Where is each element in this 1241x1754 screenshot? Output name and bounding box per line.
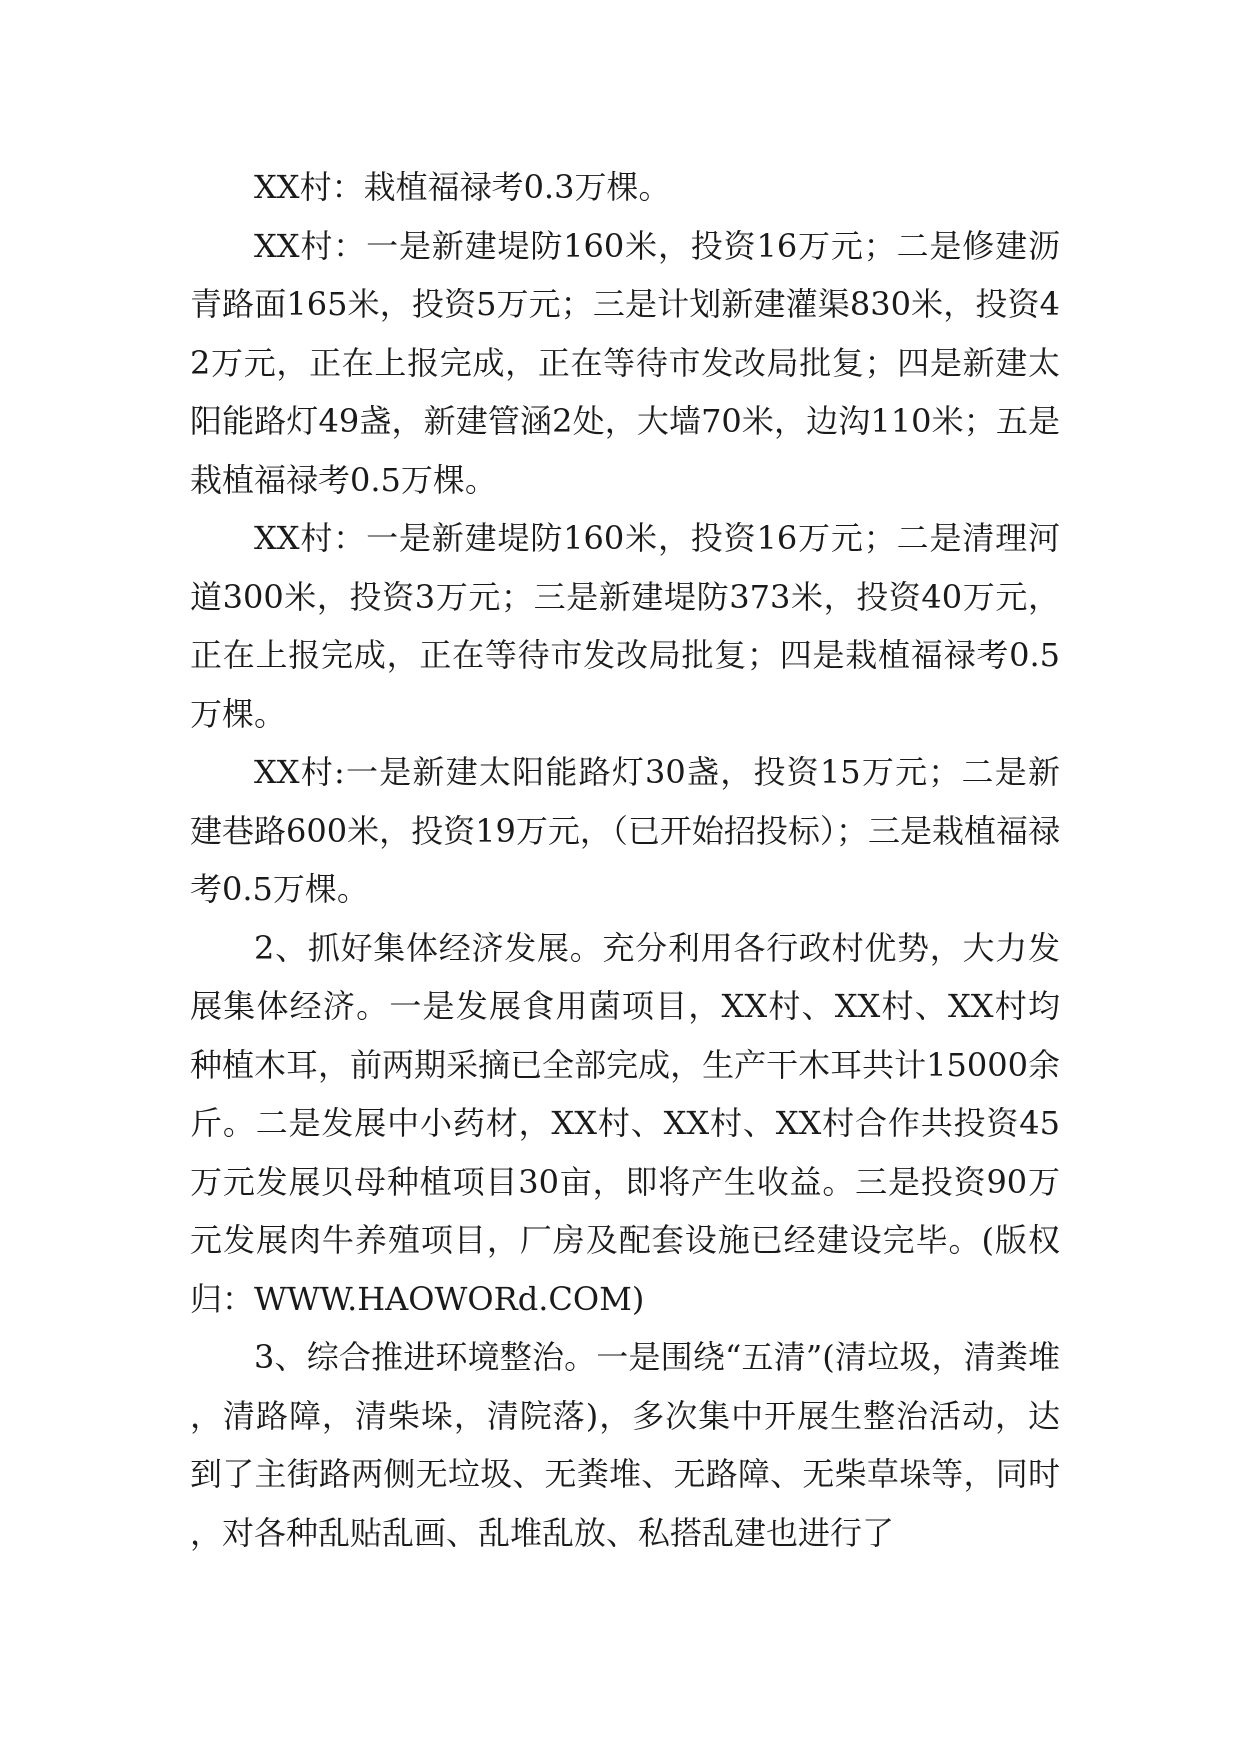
paragraph-collective-economy: 2、抓好集体经济发展。充分利用各行政村优势，大力发展集体经济。一是发展食用菌项目，XX村、XX村、XX村均种植木耳，前两期采摘已全部完成，生产干木耳共计15000余斤。二是发展中小药材，XX村、XX村、XX村合作共投资45万元发展贝母种植项目30亩，即将产生收益。三是投资90万元发展肉牛养殖项目，厂房及配套设施已经建设完毕。(版权归：WWW.HAOWORd.COM) bbox=[190, 928, 1060, 1318]
paragraph-village-1: XX村：栽植福禄考0.3万棵。 bbox=[254, 168, 671, 206]
paragraph-village-4: XX村:一是新建太阳能路灯30盏，投资15万元；二是新建巷路600米，投资19万元，（已开始招投标）；三是栽植福禄考0.5万棵。 bbox=[190, 753, 1060, 908]
paragraph-village-3: XX村：一是新建堤防160米，投资16万元；二是清理河道300米，投资3万元；三是新建堤防373米，投资40万元，正在上报完成，正在等待市发改局批复；四是栽植福禄考0.5万棵。 bbox=[190, 519, 1060, 733]
document-body bbox=[190, 158, 1060, 1562]
paragraph-village-2: XX村：一是新建堤防160米，投资16万元；二是修建沥青路面165米，投资5万元；三是计划新建灌渠830米，投资42万元，正在上报完成，正在等待市发改局批复；四是新建太阳能路灯49盏，新建管涵2处，大墙70米，边沟110米；五是栽植福禄考0.5万棵。 bbox=[190, 226, 1060, 499]
paragraph-environment: 3、综合推进环境整治。一是围绕“五清”(清垃圾，清粪堆，清路障，清柴垛，清院落)，多次集中开展生整治活动，达到了主街路两侧无垃圾、无粪堆、无路障、无柴草垛等，同时，对各种乱贴乱画、乱堆乱放、私搭乱建也进行了 bbox=[190, 1338, 1060, 1552]
